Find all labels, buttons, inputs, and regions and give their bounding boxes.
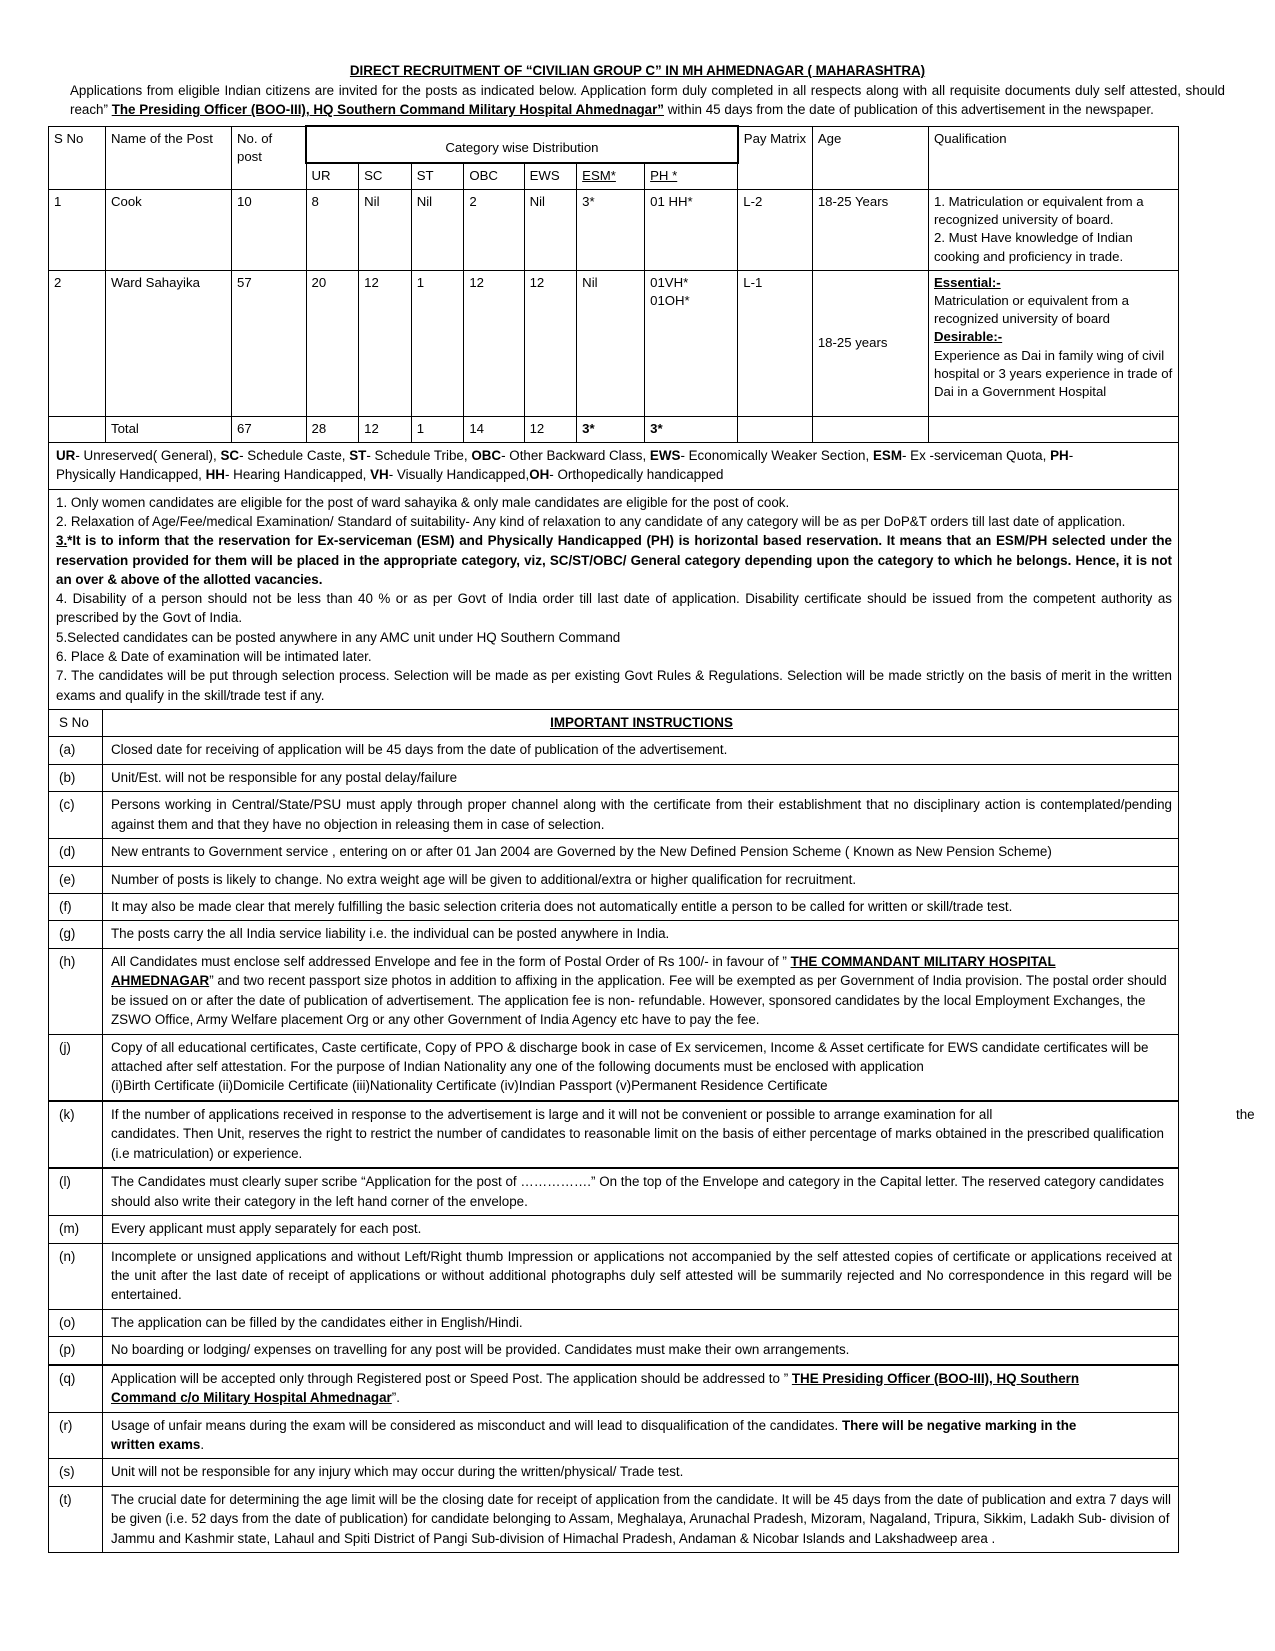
note-4: 4. Disability of a person should not be less than 40 % or as per Govt of India order till last date of application. Disability certificate should be issued from the competent authority as prescribed by the Govt of India. [56,591,1172,626]
important-instructions-table [48,709,1255,1553]
instructions-header-sno: S No [49,709,103,736]
instruction-text-m: Every applicant must apply separately for each post. [103,1216,1179,1243]
instruction-key-g: (g) [49,921,103,948]
instruction-key-q: (q) [49,1365,103,1412]
instruction-row-l [49,1168,1179,1215]
instruction-text-s: Unit will not be responsible for any injury which may occur during the written/physical/ Trade test. [103,1459,1179,1486]
abbr-ur-text: - Unreserved( General), [75,448,221,464]
header-sno: S No [49,126,106,189]
intro-address-bold: The Presiding Officer (BOO-III), HQ Southern Command Military Hospital Ahmednagar” [111,102,665,118]
row2-sc: 12 [359,270,412,416]
instruction-text-t: The crucial date for determining the age limit will be the closing date for receipt of application from the candidate. It will be 45 days from the date of publication and extra 7 days will be given (i.e. 52 days from the date of publication) for candidate belonging to Assam, Meghalaya, Arunachal Pradesh, Mizoram, Nagaland, Tripura, Sikkim, Ladakh Sub- division of Jammu and Kashmir state, Lahaul and Spiti District of Pangi Sub-division of Himachal Pradesh, Andaman & Nicobar Islands and Lakshadweep area . [103,1486,1179,1552]
row2-desirable-label: Desirable:- [933,329,1003,345]
instruction-row-m [49,1216,1179,1243]
abbr-hh-text: - Hearing Handicapped, [224,467,371,483]
instruction-row-n [49,1243,1179,1309]
table-row [49,189,1179,270]
abbr-vh-text: - Visually Handicapped, [388,467,530,483]
header-pay-matrix: Pay Matrix [738,126,813,189]
instruction-key-b: (b) [49,764,103,791]
note-6: 6. Place & Date of examination will be intimated later. [56,648,372,664]
row2-ph-line2: 01OH* [650,293,690,309]
total-label: Total [105,416,231,442]
instruction-row-e [49,866,1179,893]
vacancy-table [48,125,1179,443]
instruction-key-m: (m) [49,1216,103,1243]
row2-pay: L-1 [738,270,813,416]
instruction-key-r: (r) [49,1412,103,1459]
intro-paragraph [48,81,1227,119]
instruction-row-c [49,792,1179,839]
abbr-obc: OBC [471,448,502,464]
header-cat-sc: SC [359,163,412,190]
instruction-j-sub: (i)Birth Certificate (ii)Domicile Certificate (iii)Nationality Certificate (iv)Indian Passport (v)Permanent Residence Certificate [111,1078,828,1094]
instruction-k-rest: candidates. Then Unit, reserves the right to restrict the number of candidates to reasonable limit on the basis of either percentage of marks obtained in the prescribed qualification (i.e matriculation) or experience. [111,1126,1164,1161]
row2-desirable-text: Experience as Dai in family wing of civil hospital or 3 years experience in trade of Dai in a Government Hospital [933,347,1173,400]
abbr-ph: PH [1050,448,1069,464]
instruction-text-l: The Candidates must clearly super scribe “Application for the post of …………….” On the top of the Envelope and category in the Capital letter. The reserved category candidates should also write their category in the left hand corner of the envelope. [103,1168,1179,1215]
abbr-esm-text: - Ex -serviceman Quota, [901,448,1051,464]
row1-qualification [928,189,1178,270]
total-st: 1 [411,416,464,442]
note-3-text: *It is to inform that the reservation for Ex-serviceman (ESM) and Physically Handicapped (PH) is horizontal based reservation. It means that an ESM/PH selected under the reservation provided for them will be placed in the appropriate category, viz, SC/ST/OBC/ General category depending upon the category to which he belongs. Hence, it is not an over & above of the allotted vacancies. [56,533,1172,587]
total-qual-empty [928,416,1178,442]
instruction-key-d: (d) [49,839,103,866]
abbr-hh: HH [205,467,225,483]
header-cat-st: ST [411,163,464,190]
instruction-row-g [49,921,1179,948]
instruction-text-q [103,1365,1179,1412]
page-title: DIRECT RECRUITMENT OF “CIVILIAN GROUP C” IN MH AHMEDNAGAR ( MAHARASHTRA) [349,63,926,78]
total-sno-empty [49,416,106,442]
row1-age: 18-25 Years [812,189,928,270]
row1-ph: 01 HH* [645,189,738,270]
instruction-key-j: (j) [49,1034,103,1101]
instruction-row-q [49,1365,1179,1412]
row1-qual-line1: 1. Matriculation or equivalent from a recognized university of board. [933,193,1144,228]
note-3-number: 3. [56,533,68,549]
instruction-h-bold1: THE COMMANDANT MILITARY HOSPITAL [790,953,1056,969]
instruction-text-k [103,1101,1255,1168]
total-posts: 67 [232,416,307,442]
total-esm-value: 3* [582,420,595,436]
instruction-row-d [49,839,1179,866]
instruction-row-b [49,764,1179,791]
abbreviations-cell [49,443,1179,490]
instruction-key-h: (h) [49,948,103,1034]
row1-ews: Nil [524,189,577,270]
row2-post: Ward Sahayika [105,270,231,416]
header-cat-ph-label: PH * [650,167,678,183]
total-sc: 12 [359,416,412,442]
instruction-r-part1: Usage of unfair means during the exam will be considered as misconduct and will lead to disqualification of the candidates. [111,1417,842,1433]
instruction-r-bold2: written exams [111,1437,201,1452]
table-total-row [49,416,1179,442]
total-esm [577,416,645,442]
abbr-oh: OH [529,467,550,483]
abbr-vh: VH [370,467,389,483]
row1-obc: 2 [464,189,524,270]
abbr-ews: EWS [649,448,681,464]
row2-sno: 2 [49,270,106,416]
abbr-st: ST [349,448,367,464]
instruction-row-a [49,737,1179,764]
header-cat-esm-label: ESM* [582,167,616,183]
row2-st: 1 [411,270,464,416]
row1-qual-line2: 2. Must Have knowledge of Indian cooking and proficiency in trade. [933,230,1133,264]
instruction-k-overflow-tail: the [1236,1106,1255,1122]
instruction-q-bold2: Command c/o Military Hospital Ahmednagar [111,1390,392,1406]
header-cat-ews: EWS [524,163,577,190]
row2-age: 18-25 years [812,270,928,416]
instruction-q-bold1: THE Presiding Officer (BOO-III), HQ Southern [791,1370,1080,1386]
instruction-text-n: Incomplete or unsigned applications and without Left/Right thumb Impression or applications not accompanied by the self attested copies of certificate or applications received at the unit after the last date of receipt of applications or without additional photographs duly self attested will be summarily rejected and No correspondence in this regard will be entertained. [103,1243,1179,1309]
total-obc: 14 [464,416,524,442]
row2-obc: 12 [464,270,524,416]
instruction-row-k [49,1101,1179,1168]
instruction-text-d: New entrants to Government service , entering on or after 01 Jan 2004 are Governed by the New Defined Pension Scheme ( Known as New Pension Scheme) [103,839,1179,866]
instruction-text-p: No boarding or lodging/ expenses on travelling for any post will be provided. Candidates must make their own arrangements. [103,1337,1179,1365]
instruction-text-e: Number of posts is likely to change. No extra weight age will be given to additional/extra or higher qualification for recruitment. [103,866,1179,893]
instruction-key-a: (a) [49,737,103,764]
header-age: Age [812,126,928,189]
instruction-j-main: Copy of all educational certificates, Caste certificate, Copy of PPO & discharge book in case of Ex servicemen, Income & Asset certificate for EWS candidate certificates will be attached after self attestation. For the purpose of Indian Nationality any one of the following documents must be enclosed with application [111,1039,1149,1074]
row1-sno: 1 [49,189,106,270]
table-row [49,270,1179,416]
header-cat-ur: UR [306,163,359,190]
note-5: 5.Selected candidates can be posted anywhere in any AMC unit under HQ Southern Command [56,629,621,645]
header-cat-ph [645,163,738,190]
instruction-r-part2: . [200,1437,205,1452]
abbr-st-text: - Schedule Tribe, [366,448,472,464]
instruction-key-s: (s) [49,1459,103,1486]
row2-ph-line1: 01VH* [650,274,689,290]
instruction-key-c: (c) [49,792,103,839]
instruction-text-h [103,948,1179,1034]
row2-ur: 20 [306,270,359,416]
instruction-row-h [49,948,1179,1034]
instruction-row-s [49,1459,1179,1486]
instruction-k-line1: If the number of applications received in response to the advertisement is large and it will not be convenient or possible to arrange examination for all [111,1106,993,1122]
instruction-text-b: Unit/Est. will not be responsible for any postal delay/failure [103,764,1179,791]
instruction-row-p [49,1337,1179,1365]
abbreviations-row [49,443,1179,490]
instruction-row-o [49,1309,1179,1336]
row1-st: Nil [411,189,464,270]
instruction-text-a: Closed date for receiving of application will be 45 days from the date of publication of the advertisement. [103,737,1179,764]
instruction-key-l: (l) [49,1168,103,1215]
row2-ph [645,270,738,416]
instruction-key-k: (k) [49,1101,103,1168]
abbr-ur: UR [56,448,76,464]
instruction-text-c: Persons working in Central/State/PSU must apply through proper channel along with the certificate from their establishment that no disciplinary action is contemplated/pending against them and that they have no objection in releasing them in case of selection. [103,792,1179,839]
abbr-obc-text: - Other Backward Class, [501,448,650,464]
row1-esm: 3* [577,189,645,270]
row2-essential-text: Matriculation or equivalent from a recognized university of board [933,293,1129,327]
instruction-key-n: (n) [49,1243,103,1309]
instruction-row-t [49,1486,1179,1552]
instruction-h-part1: All Candidates must enclose self addressed Envelope and fee in the form of Postal Order of Rs 100/- in favour of ” [111,953,791,969]
instruction-text-j [103,1034,1179,1101]
instruction-row-r [49,1412,1179,1459]
header-qualification: Qualification [928,126,1178,189]
instruction-h-bold2: AHMEDNAGAR [111,973,210,989]
total-ur: 28 [306,416,359,442]
instruction-key-p: (p) [49,1337,103,1365]
intro-text-part1: Applications from eligible Indian citizens are invited for the posts as indicated below. Application form duly completed in all respects along with all requisite documents duly self attested, should reach” [70,83,1225,118]
instruction-q-part1: Application will be accepted only through Registered post or Speed Post. The application should be addressed to ” [111,1370,792,1386]
note-2: 2. Relaxation of Age/Fee/medical Examination/ Standard of suitability- Any kind of relaxation to any candidate of any category will be as per DoP&T orders till last date of application. [56,513,1126,529]
row2-qualification [928,270,1178,416]
row2-posts: 57 [232,270,307,416]
note-3 [56,531,1172,589]
instruction-key-o: (o) [49,1309,103,1336]
row2-esm: Nil [577,270,645,416]
abbr-esm: ESM [872,448,902,464]
row1-posts: 10 [232,189,307,270]
total-ph [645,416,738,442]
instruction-key-e: (e) [49,866,103,893]
total-ph-value: 3* [650,420,663,436]
instructions-header-row [49,709,1179,736]
instruction-key-f: (f) [49,893,103,920]
instruction-r-bold1: There will be negative marking in the [841,1417,1077,1433]
instruction-row-f [49,893,1179,920]
row1-post: Cook [105,189,231,270]
abbr-sc-text: - Schedule Caste, [239,448,350,464]
instruction-text-g: The posts carry the all India service liability i.e. the individual can be posted anywhere in India. [103,921,1179,948]
header-no-of-post: No. of post [232,126,307,189]
instructions-header-label: IMPORTANT INSTRUCTIONS [550,714,733,730]
instruction-text-f: It may also be made clear that merely fulfilling the basic selection criteria does not automatically entitle a person to be called for written or skill/trade test. [103,893,1179,920]
abbr-ph-dash: - [1068,448,1074,464]
row1-ur: 8 [306,189,359,270]
abbr-ph-text: Physically Handicapped, [56,467,206,483]
notes-row [49,489,1179,709]
header-cat-obc: OBC [464,163,524,190]
row2-ews: 12 [524,270,577,416]
intro-text-part2: within 45 days from the date of publication of this advertisement in the newspaper. [667,102,1154,118]
header-post-name: Name of the Post [105,126,231,189]
row2-essential-label: Essential:- [933,274,1001,290]
instructions-header-title [103,709,1179,736]
instruction-text-o: The application can be filled by the candidates either in English/Hindi. [103,1309,1179,1336]
note-7: 7. The candidates will be put through selection process. Selection will be made as per existing Govt Rules & Regulations. Selection will be made strictly on the basis of merit in the written exams and qualify in the skill/trade test if any. [56,668,1172,703]
note-1: 1. Only women candidates are eligible for the post of ward sahayika & only male candidates are eligible for the post of cook. [56,494,790,510]
row1-pay: L-2 [738,189,813,270]
abbr-sc: SC [220,448,240,464]
header-cat-esm [577,163,645,190]
instruction-text-r [103,1412,1179,1459]
notes-cell [49,489,1179,709]
total-age-empty [812,416,928,442]
total-ews: 12 [524,416,577,442]
row1-sc: Nil [359,189,412,270]
abbr-ews-text: - Economically Weaker Section, [680,448,873,464]
instruction-h-part2: ” and two recent passport size photos in addition to affixing in the application. Fee will be exempted as per Government of India provision. The postal order should be issued on or after the date of publication of advertisement. The application fee is non- refundable. However, sponsored candidates by the local Employment Exchanges, the ZSWO Office, Army Welfare placement Org or any other Government of India Agency etc have to pay the fee. [111,973,1167,1028]
notes-table [48,442,1179,710]
instruction-row-j [49,1034,1179,1101]
header-category-group: Category wise Distribution [306,126,738,162]
instruction-key-t: (t) [49,1486,103,1552]
instruction-q-part2: ”. [391,1390,400,1406]
abbr-oh-text: - Orthopedically handicapped [549,467,724,483]
total-pay-empty [738,416,813,442]
table-header-row-1 [49,126,1179,162]
